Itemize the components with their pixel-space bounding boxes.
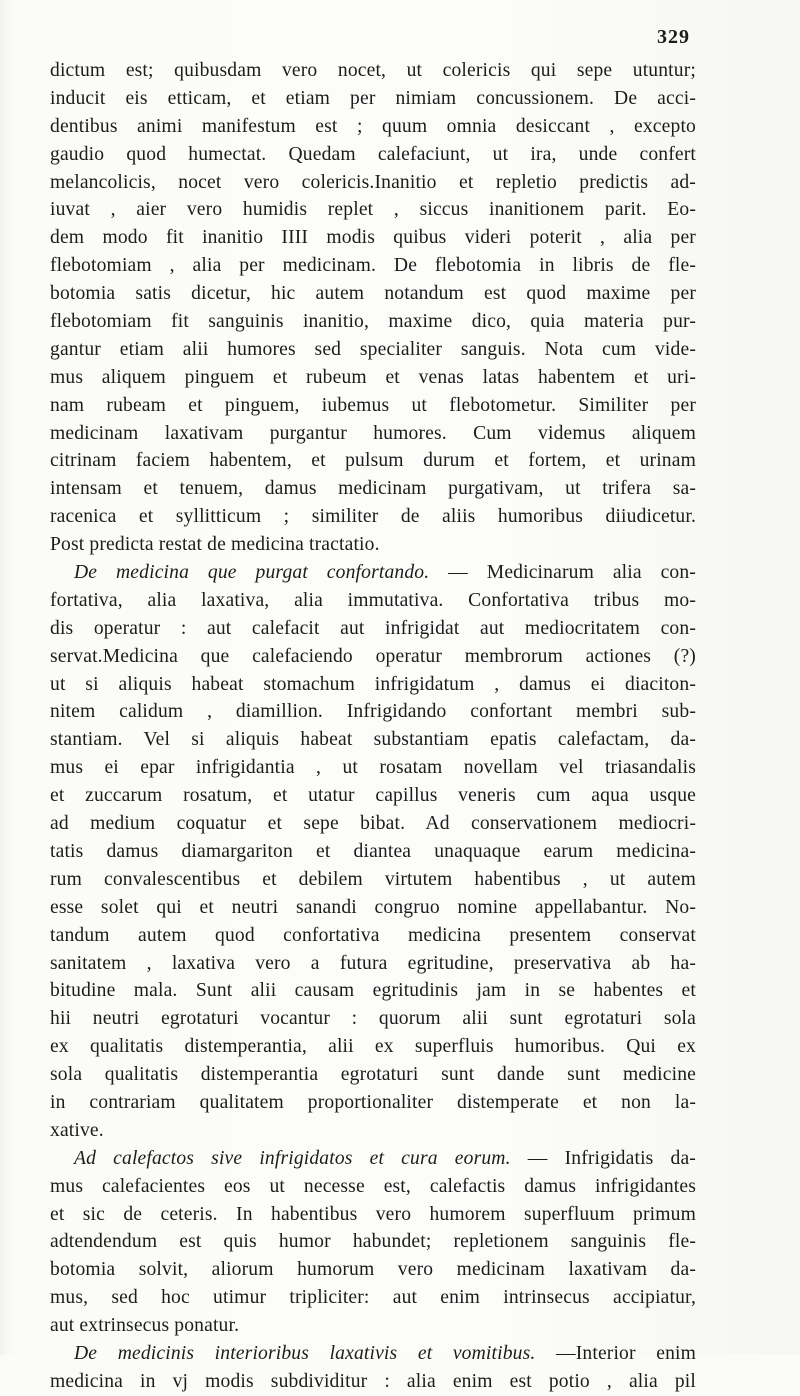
text-line: medicinam laxativam purgantur humores. Cum videmus aliquem xyxy=(50,422,696,444)
text-line: gantur etiam alii humores sed specialiter sanguis. Nota cum vide- xyxy=(50,338,696,360)
text-line: botomia solvit, aliorum humorum vero medicinam laxativam da- xyxy=(50,1259,696,1281)
text-line: sanitatem , laxativa vero a futura egritudine, preservativa ab ha- xyxy=(50,952,696,974)
text-line: servat.Medicina que calefaciendo operatur membrorum actiones (?) xyxy=(50,645,696,667)
text-line: melancolicis, nocet vero colericis.Inanitio et repletio predictis ad- xyxy=(50,171,696,193)
text-line: dem modo fit inanitio IIII modis quibus videri poterit , alia per xyxy=(50,227,696,249)
text-line: tatis damus diamargariton et diantea unaquaque earum medicina- xyxy=(50,840,696,862)
text-line: intensam et tenuem, damus medicinam purgativam, ut trifera sa- xyxy=(50,478,696,500)
page-number: 329 xyxy=(657,26,690,48)
text-line: et zuccarum rosatum, et utatur capillus veneris cum aqua usque xyxy=(50,785,696,807)
section-heading-line xyxy=(50,1145,696,1173)
section-heading: De medicinis interioribus laxativis et vomitibus. xyxy=(74,1342,536,1364)
text-line: tandum autem quod confortativa medicina presentem conservat xyxy=(50,924,696,946)
text-line: mus calefacientes eos ut necesse est, calefactis damus infrigidantes xyxy=(50,1175,696,1197)
text-line: flebotomiam , alia per medicinam. De flebotomia in libris de fle- xyxy=(50,255,696,277)
text-line: dentibus animi manifestum est ; quum omnia desiccant , excepto xyxy=(50,115,696,137)
text-line: racenica et syllitticum ; similiter de aliis humoribus diiudicetur. xyxy=(50,506,696,528)
text-line: fortativa, alia laxativa, alia immutativa. Confortativa tribus mo- xyxy=(50,589,696,611)
text-line: bitudine mala. Sunt alii causam egritudinis jam in se habentes et xyxy=(50,980,696,1002)
text-line: ut si aliquis habeat stomachum infrigidatum , damus ei diaciton- xyxy=(50,673,696,695)
text-line: inducit eis etticam, et etiam per nimiam concussionem. De acci- xyxy=(50,87,696,109)
text-line: mus ei epar infrigidantia , ut rosatam novellam vel triasandalis xyxy=(50,757,696,779)
text-line: adtendendum est quis humor habundet; repletionem sanguinis fle- xyxy=(50,1231,696,1253)
text-line: stantiam. Vel si aliquis habeat substantiam epatis calefactam, da- xyxy=(50,729,696,751)
section-heading-line xyxy=(50,559,696,587)
section-heading-rest: —Interior enim xyxy=(535,1342,696,1364)
text-line: mus aliquem pinguem et rubeum et venas latas habentem et uri- xyxy=(50,366,696,388)
text-line: et sic de ceteris. In habentibus vero humorem superfluum primum xyxy=(50,1203,696,1225)
text-line: hii neutri egrotaturi vocantur : quorum alii sunt egrotaturi sola xyxy=(50,1008,696,1030)
text-line: aut extrinsecus ponatur. xyxy=(50,1315,240,1337)
text-line: nitem calidum , diamillion. Infrigidando confortant membri sub- xyxy=(50,701,696,723)
text-line: Post predicta restat de medicina tractatio. xyxy=(50,534,380,556)
section-heading: Ad calefactos sive infrigidatos et cura eorum. xyxy=(74,1147,511,1169)
text-line: esse solet qui et neutri sanandi congruo nomine appellabantur. No- xyxy=(50,896,696,918)
text-line: botomia satis dicetur, hic autem notandum est quod maxime per xyxy=(50,283,696,305)
text-line: ex qualitatis distemperantia, alii ex superfluis humoribus. Qui ex xyxy=(50,1036,696,1058)
text-line: dictum est; quibusdam vero nocet, ut colericis qui sepe utuntur; xyxy=(50,60,696,81)
section-heading: De medicina que purgat confortando. xyxy=(74,562,430,584)
text-line: rum convalescentibus et debilem virtutem habentibus , ut autem xyxy=(50,868,696,890)
text-line: iuvat , aier vero humidis replet , siccus inanitionem parit. Eo- xyxy=(50,199,696,221)
text-line: sola qualitatis distemperantia egrotaturi sunt dande sunt medicine xyxy=(50,1064,696,1086)
text-line: citrinam faciem habentem, et pulsum durum et fortem, et urinam xyxy=(50,450,696,472)
text-line: medicina in vj modis subdividitur : alia enim est potio , alia pil xyxy=(50,1370,696,1392)
text-line: ad medium coquatur et sepe bibat. Ad conservationem mediocri- xyxy=(50,813,696,835)
text-line: flebotomiam fit sanguinis inanitio, maxime dico, quia materia pur- xyxy=(50,311,696,333)
text-line: mus, sed hoc utimur tripliciter: aut enim intrinsecus accipiatur, xyxy=(50,1287,696,1309)
text-line: nam rubeam et pinguem, iubemus ut flebotometur. Similiter per xyxy=(50,394,696,416)
text-line: xative. xyxy=(50,1119,104,1141)
body-text xyxy=(50,57,696,1396)
text-line: in contrariam qualitatem proportionaliter distemperate et non la- xyxy=(50,1091,696,1113)
section-heading-rest: — Infrigidatis da- xyxy=(510,1147,696,1169)
section-heading-line xyxy=(50,1340,696,1368)
text-line: dis operatur : aut calefacit aut infrigidat aut mediocritatem con- xyxy=(50,617,696,639)
text-line: gaudio quod humectat. Quedam calefaciunt, ut ira, unde confert xyxy=(50,143,696,165)
section-heading-rest: — Medicinarum alia con- xyxy=(429,562,696,584)
